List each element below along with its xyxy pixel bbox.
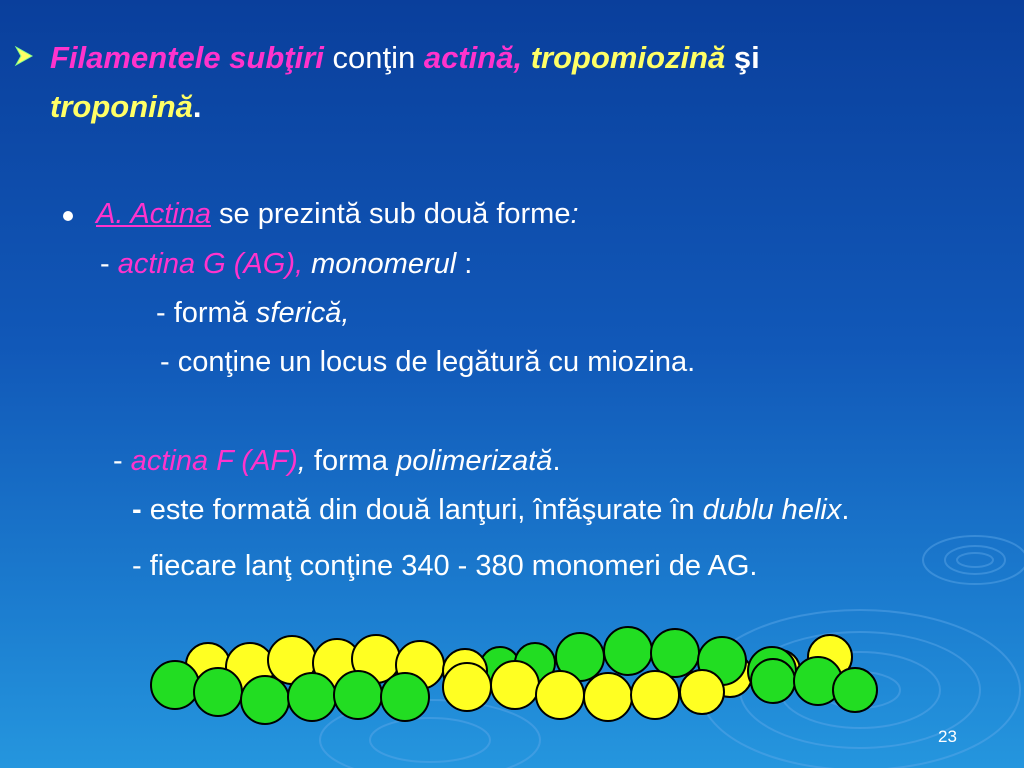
actin-f-item-1 bbox=[132, 493, 849, 527]
actin-g-comma: , bbox=[295, 248, 304, 280]
dot-bullet-icon bbox=[63, 211, 73, 221]
heading-term-thin-filaments: Filamentele subţiri bbox=[50, 40, 324, 75]
heading-period: . bbox=[192, 89, 202, 124]
actin-f-desc: forma bbox=[305, 445, 397, 477]
actin-f-item-2-text: - fiecare lanţ conţine 340 - 380 monomeri de AG. bbox=[132, 550, 758, 582]
heading-text-and: şi bbox=[725, 40, 760, 75]
section-colon: : bbox=[570, 198, 579, 230]
actin-g-dash: - bbox=[100, 248, 118, 280]
actin-f-item-1-dash: - bbox=[132, 494, 142, 526]
actin-f-tail: . bbox=[552, 445, 561, 477]
actin-g-desc: monomerul bbox=[303, 248, 457, 280]
heading-term-troponin: troponină bbox=[50, 89, 193, 124]
heading-term-tropomyosin: tropomiozină bbox=[530, 40, 726, 75]
actin-f-name: actina F (AF) bbox=[130, 445, 298, 477]
actin-f-item-1-text: este formată din două lanţuri, înfăşurate în bbox=[141, 494, 703, 526]
actin-g-name: actina G (AG) bbox=[117, 248, 295, 280]
actin-f-item-1-ital: dublu helix bbox=[702, 494, 842, 526]
actin-f-comma: , bbox=[297, 445, 306, 477]
page-number: 23 bbox=[938, 727, 957, 746]
actin-g-line bbox=[100, 247, 472, 281]
actin-g-item-2 bbox=[160, 345, 695, 379]
heading-term-actin: actină bbox=[423, 40, 514, 75]
heading-text-contains: conţin bbox=[323, 40, 424, 75]
actin-filament-illustration bbox=[140, 615, 890, 730]
heading-line-2 bbox=[50, 87, 202, 127]
actin-g-item-2-text: - conţine un locus de legătură cu miozina. bbox=[160, 346, 696, 378]
actin-g-item-1-ital: sferică, bbox=[255, 297, 350, 329]
heading-line-1 bbox=[50, 38, 760, 78]
section-text: se prezintă sub două forme bbox=[210, 198, 571, 230]
actin-g-item-1-prefix: - formă bbox=[156, 297, 256, 329]
actin-g-tail: : bbox=[456, 248, 473, 280]
actin-f-item-2 bbox=[132, 549, 757, 583]
section-title: A. Actina bbox=[96, 198, 211, 230]
actin-f-line bbox=[113, 444, 561, 478]
arrow-bullet-icon bbox=[12, 44, 36, 68]
heading-comma: , bbox=[513, 40, 531, 75]
actin-f-dash: - bbox=[113, 445, 131, 477]
actin-f-item-1-tail: . bbox=[841, 494, 850, 526]
section-title-line bbox=[96, 197, 579, 231]
actin-g-item-1 bbox=[156, 296, 349, 330]
actin-f-desc-ital: polimerizată bbox=[396, 445, 553, 477]
